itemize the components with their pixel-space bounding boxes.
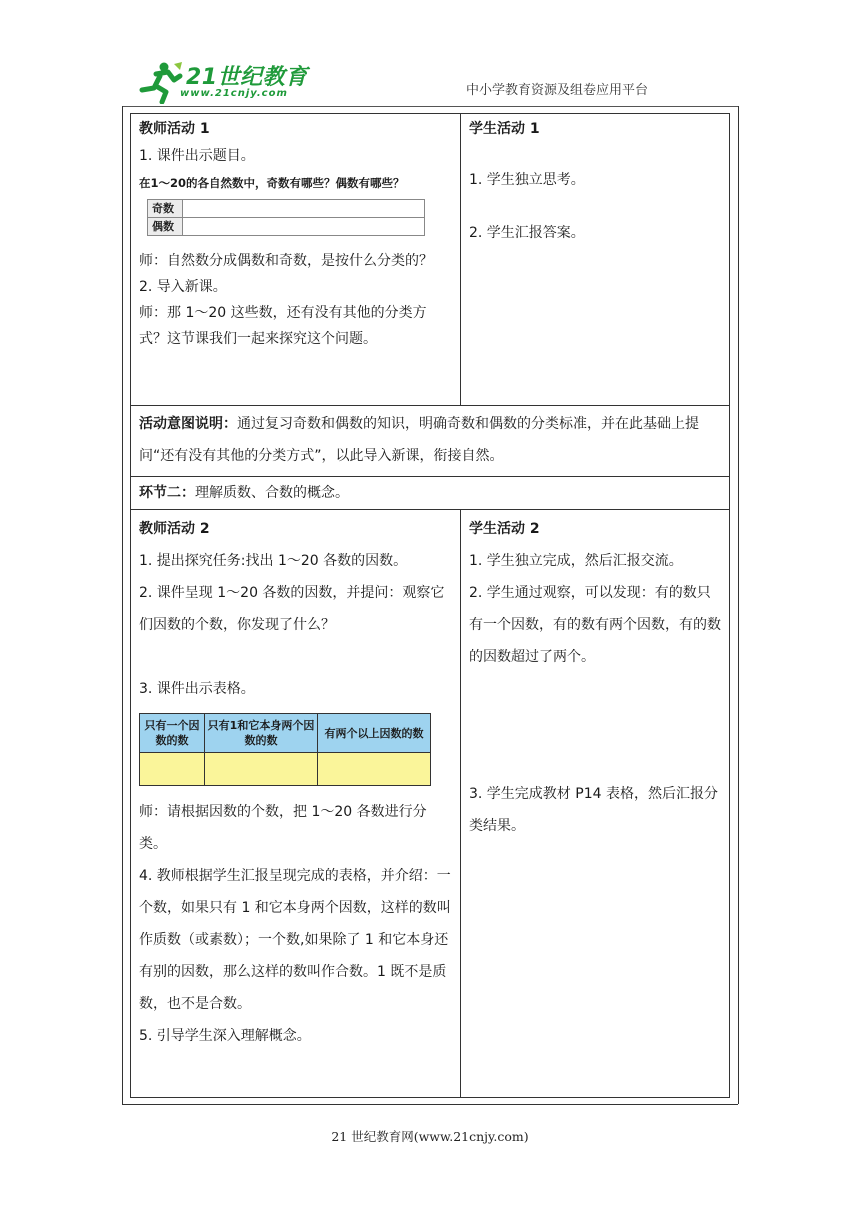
header-divider: [122, 106, 738, 107]
intent-cell: [131, 406, 730, 477]
section-text: 理解质数、合数的概念。: [195, 485, 349, 501]
teacher-item: 师：请根据因数的个数，把 1～20 各数进行分类。: [139, 804, 427, 852]
answer-cell: [140, 753, 205, 786]
even-answer-cell: [183, 218, 425, 236]
factor-classification-table: [139, 713, 431, 786]
student-activity-1-cell: [461, 114, 730, 406]
question-text: 在1～20的各自然数中，奇数有哪些？偶数有哪些？: [139, 176, 405, 190]
column-header: 只有一个因数的数: [140, 714, 205, 753]
lesson-plan-table: [130, 113, 730, 1098]
runner-logo-icon: [134, 60, 184, 104]
logo-text: 21世纪教育: [186, 65, 308, 90]
teacher-item: 5. 引导学生深入理解概念。: [139, 1028, 311, 1044]
student-activity-title: 学生活动 1: [469, 121, 540, 137]
student-item: 2. 学生通过观察，可以发现：有的数只有一个因数，有的数有两个因数，有的数的因数超过了两个。: [469, 585, 721, 665]
odd-answer-cell: [183, 200, 425, 218]
teacher-item: 3. 课件出示表格。: [139, 681, 255, 697]
outer-border-right: [738, 106, 739, 1104]
student-item: 1. 学生独立思考。: [469, 172, 585, 188]
site-logo[interactable]: [134, 60, 314, 110]
odd-label: 奇数: [148, 200, 183, 218]
even-label: 偶数: [148, 218, 183, 236]
intent-row: [131, 406, 730, 477]
teacher-item: 师：自然数分成偶数和奇数，是按什么分类的？: [139, 253, 433, 269]
teacher-activity-title: 教师活动 2: [139, 521, 210, 537]
answer-cell: [205, 753, 318, 786]
teacher-item: 4. 教师根据学生汇报呈现完成的表格，并介绍：一个数，如果只有 1 和它本身两个因数，这样的数叫作质数（或素数）；一个数,如果除了 1 和它本身还有别的因数，那么这样的数叫作合数。1 既不是质数，也不是合数。: [139, 868, 451, 1012]
student-activity-2-cell: [461, 510, 730, 1098]
outer-border-bottom: [122, 1104, 738, 1105]
intent-text: 通过复习奇数和偶数的知识，明确奇数和偶数的分类标准，并在此基础上提问“还有没有其他的分类方式”，以此导入新课，衔接自然。: [139, 416, 699, 464]
teacher-activity-title: 教师活动 1: [139, 121, 210, 137]
activity-row-2: [131, 510, 730, 1098]
page-header: [0, 0, 860, 112]
section-label: 环节二：: [139, 485, 195, 501]
platform-name: 中小学教育资源及组卷应用平台: [466, 83, 649, 98]
student-activity-title: 学生活动 2: [469, 521, 540, 537]
teacher-item: 2. 导入新课。: [139, 279, 227, 295]
teacher-item: 1. 课件出示题目。: [139, 148, 255, 164]
odd-even-table: [147, 199, 425, 236]
student-item: 2. 学生汇报答案。: [469, 225, 585, 241]
activity-row-1: [131, 114, 730, 406]
teacher-item: 2. 课件呈现 1～20 各数的因数，并提问：观察它们因数的个数，你发现了什么？: [139, 585, 445, 633]
teacher-activity-1-cell: [131, 114, 461, 406]
column-header: 只有1和它本身两个因数的数: [205, 714, 318, 753]
student-item: 3. 学生完成教材 P14 表格，然后汇报分类结果。: [469, 786, 718, 834]
column-header: 有两个以上因数的数: [318, 714, 431, 753]
teacher-item: 1. 提出探究任务:找出 1～20 各数的因数。: [139, 553, 408, 569]
student-item: 1. 学生独立完成，然后汇报交流。: [469, 553, 683, 569]
page-footer: 21 世纪教育网(www.21cnjy.com): [331, 1129, 529, 1144]
logo-url: www.21cnjy.com: [180, 88, 288, 99]
outer-border-left: [122, 106, 123, 1104]
section-row: [131, 477, 730, 510]
teacher-activity-2-cell: [131, 510, 461, 1098]
intent-label: 活动意图说明：: [139, 416, 237, 432]
answer-cell: [318, 753, 431, 786]
section-cell: [131, 477, 730, 510]
teacher-item: 师：那 1～20 这些数，还有没有其他的分类方式？这节课我们一起来探究这个问题。: [139, 305, 427, 347]
